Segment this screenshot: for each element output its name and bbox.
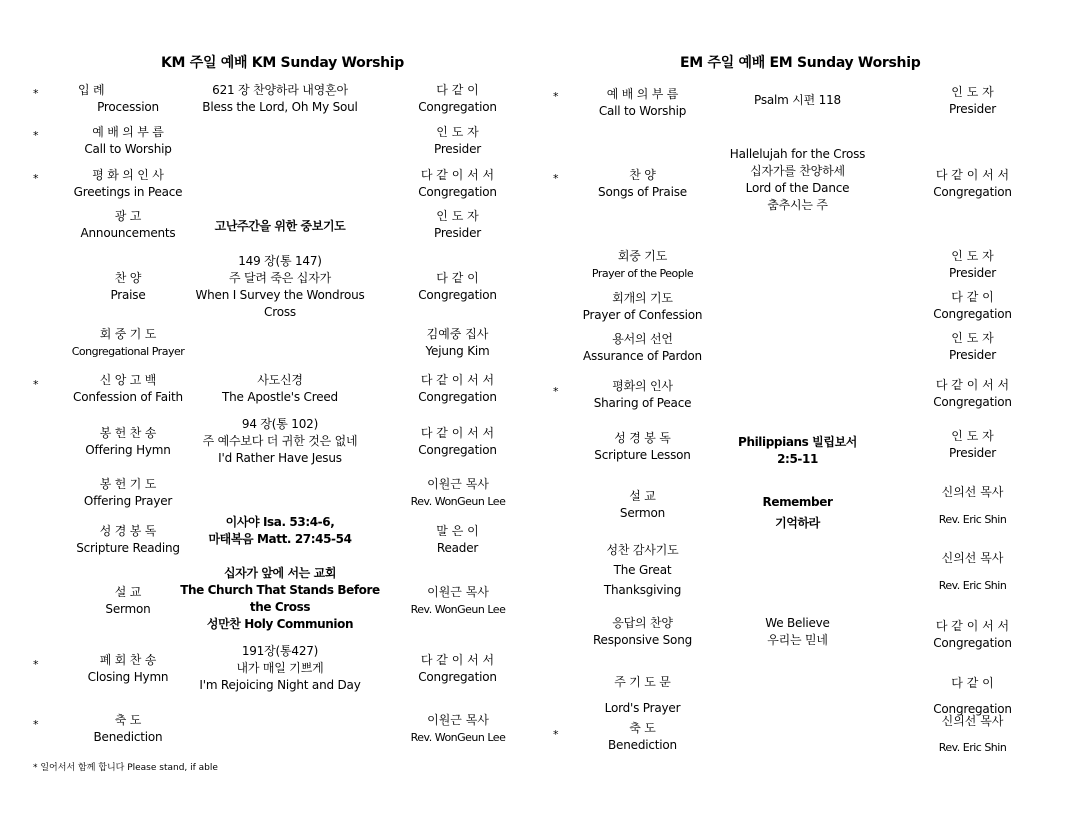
item-english: Procession	[97, 100, 159, 114]
km-item-label	[58, 124, 198, 158]
standing-marker: *	[33, 658, 39, 671]
em-item-detail: Psalm 시편 118	[754, 93, 841, 107]
km-item-detail: 고난주간을 위한 중보기도	[214, 219, 346, 233]
km-item-role: 다 같 이 서 서 Congregation	[418, 426, 497, 457]
km-item-role	[415, 82, 500, 116]
standing-marker: *	[553, 385, 559, 398]
km-item-label: 봉 헌 기 도 Offering Prayer	[83, 477, 173, 508]
em-item-label: 성 경 봉 독 Scripture Lesson	[594, 431, 691, 462]
km-item-label: 찬 양 Praise	[110, 271, 146, 302]
em-item-role: 신의선 목사 Rev. Eric Shin	[938, 485, 1007, 526]
km-item-detail: 149 장(통 147) 주 달려 죽은 십자가 When I Survey the Wondrous Cross	[195, 254, 365, 319]
km-item-role: 다 같 이 서 서 Congregation	[418, 168, 497, 199]
km-item-detail: 십자가 앞에 서는 교회 The Church That Stands Before the Cross 성만찬 Holy Communion	[180, 566, 380, 631]
km-item-role: 인 도 자 Presider	[434, 125, 481, 156]
km-item-detail: 94 장(통 102) 주 예수보다 더 귀한 것은 없네 I'd Rather Have Jesus	[202, 417, 358, 465]
standing-marker: *	[33, 378, 39, 391]
standing-marker: *	[33, 129, 39, 142]
km-item-detail: 191장(통427) 내가 매일 기쁘게 I'm Rejoicing Night and Day	[199, 644, 361, 692]
em-title: EM 주일 예배 EM Sunday Worship	[680, 55, 921, 71]
em-item-role: 다 같 이 Congregation	[933, 290, 1012, 321]
standing-note: * 일어서서 함께 합니다 Please stand, if able	[33, 763, 218, 773]
em-item-detail: Hallelujah for the Cross 십자가를 찬양하세 Lord of the Dance 춤추시는 주	[729, 147, 866, 212]
em-item-label: 응답의 찬양 Responsive Song	[592, 616, 693, 647]
km-item-label: 회 중 기 도 Congregational Prayer	[71, 327, 185, 358]
em-item-detail: Remember 기억하라	[762, 495, 833, 530]
km-item-label: 신 앙 고 백 Confession of Faith	[73, 373, 183, 404]
km-item-role: 다 같 이 서 서 Congregation	[418, 373, 497, 404]
km-item-role: 김예중 집사 Yejung Kim	[425, 327, 490, 358]
em-item-label: 설 교 Sermon	[619, 489, 666, 520]
em-item-label: 찬 양 Songs of Praise	[598, 168, 687, 199]
km-item-role: 다 같 이 서 서 Congregation	[418, 653, 497, 684]
item-english: Call to Worship	[84, 142, 172, 156]
km-item-role: 이원근 목사 Rev. WonGeun Lee	[410, 477, 506, 508]
standing-marker: *	[553, 90, 559, 103]
item-korean: 예 배 의 부 름	[92, 125, 164, 139]
standing-marker: *	[33, 718, 39, 731]
km-item-label: 성 경 봉 독 Scripture Reading	[76, 524, 180, 555]
standing-marker: *	[553, 728, 559, 741]
role-english: Congregation	[418, 100, 497, 114]
km-item-label: 설 교 Sermon	[105, 585, 151, 616]
em-item-role: 다 같 이 서 서 Congregation	[933, 168, 1012, 199]
km-item-role: 다 같 이 Congregation	[418, 271, 497, 302]
em-item-label: 예 배 의 부 름 Call to Worship	[598, 87, 687, 118]
standing-marker: *	[33, 87, 39, 100]
em-item-role: 인 도 자 Presider	[949, 249, 996, 280]
em-item-role: 인 도 자 Presider	[949, 429, 996, 460]
item-korean: 입 례	[78, 83, 105, 97]
em-item-role: 인 도 자 Presider	[949, 331, 996, 362]
km-item-label	[58, 82, 198, 116]
standing-marker: *	[553, 172, 559, 185]
em-item-role: 신의선 목사 Rev. Eric Shin	[938, 551, 1007, 592]
km-item-detail: 사도신경 The Apostle's Creed	[222, 373, 338, 404]
em-item-role: 신의선 목사 Rev. Eric Shin	[938, 714, 1007, 754]
em-item-label: 주 기 도 문 Lord's Prayer	[604, 675, 681, 715]
km-item-label: 봉 헌 찬 송 Offering Hymn	[85, 426, 171, 457]
km-item-label: 축 도 Benediction	[93, 713, 163, 744]
standing-marker: *	[33, 172, 39, 185]
km-item-detail: 이사야 Isa. 53:4-6, 마태복음 Matt. 27:45-54	[208, 515, 352, 546]
km-title: KM 주일 예배 KM Sunday Worship	[161, 55, 404, 71]
km-item-detail: 621 장 찬양하라 내영혼아 Bless the Lord, Oh My Soul	[202, 83, 358, 114]
em-item-detail: We Believe 우리는 믿네	[765, 616, 830, 647]
em-item-role: 다 같 이 Congregation	[933, 676, 1012, 716]
em-item-detail: Philippians 빌립보서 2:5-11	[738, 435, 857, 466]
em-item-label: 회중 기도 Prayer of the People	[591, 249, 694, 280]
km-item-role: 말 은 이 Reader	[436, 524, 479, 555]
role-korean: 다 같 이	[436, 83, 479, 97]
em-item-label: 축 도 Benediction	[608, 721, 677, 752]
em-item-label: 회개의 기도 Prayer of Confession	[582, 291, 703, 322]
km-item-role: 이원근 목사 Rev. WonGeun Lee	[410, 585, 506, 616]
km-item-label: 광 고 Announcements	[80, 209, 176, 240]
km-item-label: 평 화 의 인 사 Greetings in Peace	[73, 168, 183, 199]
km-item-label: 폐 회 찬 송 Closing Hymn	[87, 653, 169, 684]
em-item-role: 인 도 자 Presider	[949, 85, 996, 116]
em-item-role: 다 같 이 서 서 Congregation	[933, 378, 1012, 409]
km-item-role: 이원근 목사 Rev. WonGeun Lee	[410, 713, 506, 744]
em-item-role: 다 같 이 서 서 Congregation	[933, 619, 1012, 650]
em-item-label: 평화의 인사 Sharing of Peace	[593, 379, 692, 410]
em-item-label: 성찬 감사기도 The Great Thanksgiving	[603, 543, 682, 597]
em-item-label: 용서의 선언 Assurance of Pardon	[583, 332, 702, 363]
km-item-role: 인 도 자 Presider	[434, 209, 481, 240]
